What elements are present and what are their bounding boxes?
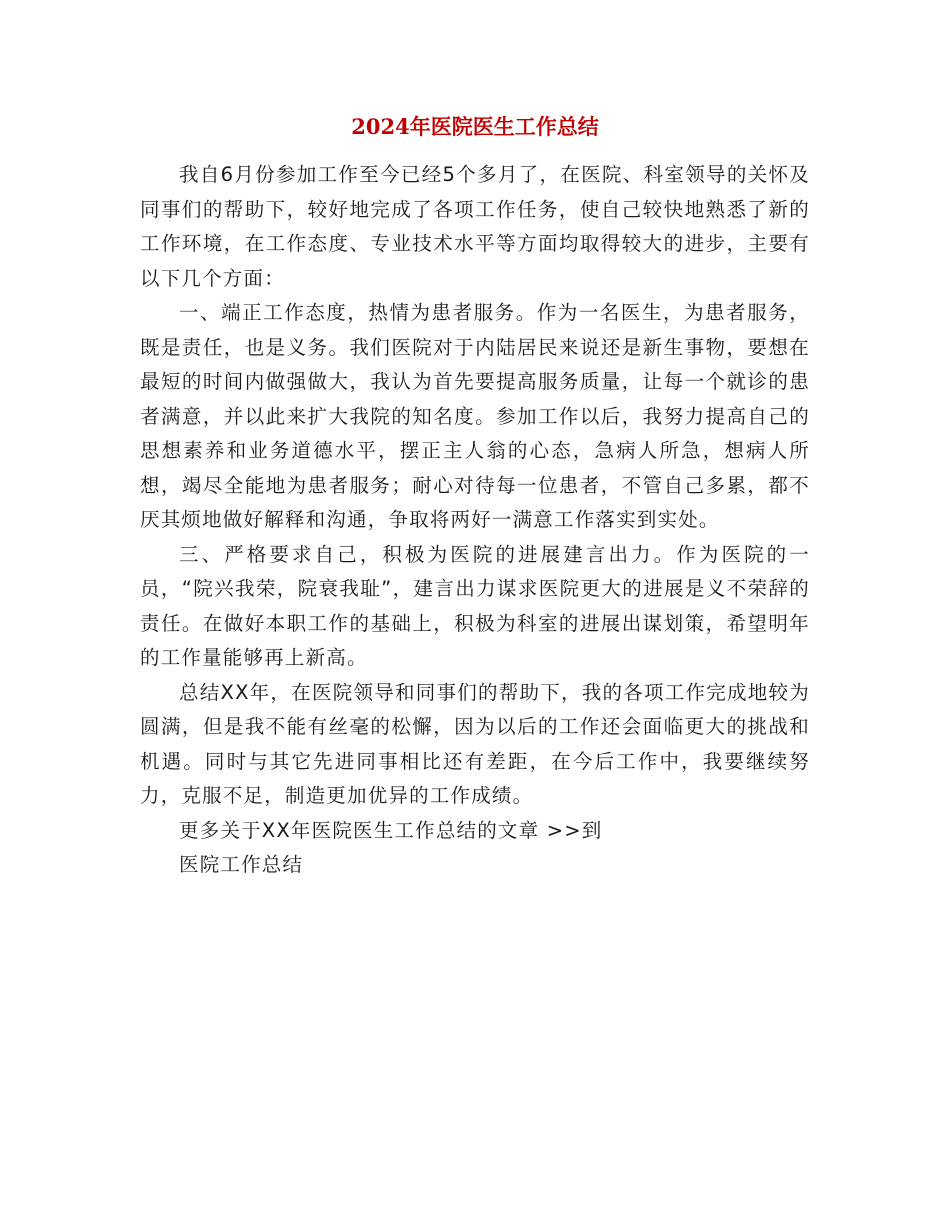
document-body [140,158,810,883]
more-articles-link[interactable]: 更多关于XX年医院医生工作总结的文章 >>到 [179,818,603,842]
paragraph-intro: 我自6月份参加工作至今已经5个多月了，在医院、科室领导的关怀及同事们的帮助下，较好地完成了各项工作任务，使自己较快地熟悉了新的工作环境，在工作态度、专业技术水平等方面均取得较大的进步，主要有以下几个方面： [140,163,810,290]
category-link[interactable]: 医院工作总结 [179,853,304,876]
paragraph-strict-requirements: 三、严格要求自己，积极为医院的进展建言出力。作为医院的一员，“院兴我荣，院衰我耻”，建言出力谋求医院更大的进展是义不荣辞的责任。在做好本职工作的基础上，积极为科室的进展出谋划策，希望明年的工作量能够再上新高。 [140,542,810,669]
paragraph-summary: 总结XX年，在医院领导和同事们的帮助下，我的各项工作完成地较为圆满，但是我不能有丝毫的松懈，因为以后的工作还会面临更大的挑战和机遇。同时与其它先进同事相比还有差距，在今后工作中，我要继续努力，克服不足，制造更加优异的工作成绩。 [140,680,810,807]
paragraph-work-attitude: 一、端正工作态度，热情为患者服务。作为一名医生，为患者服务，既是责任，也是义务。我们医院对于内陆居民来说还是新生事物，要想在最短的时间内做强做大，我认为首先要提高服务质量，让每一个就诊的患者满意，并以此来扩大我院的知名度。参加工作以后，我努力提高自己的思想素养和业务道德水平，摆正主人翁的心态，急病人所急，想病人所想，竭尽全能地为患者服务；耐心对待每一位患者，不管自己多累，都不厌其烦地做好解释和沟通，争取将两好一满意工作落实到实处。 [140,301,810,531]
document-title: 2024年医院医生工作总结 [351,114,599,139]
